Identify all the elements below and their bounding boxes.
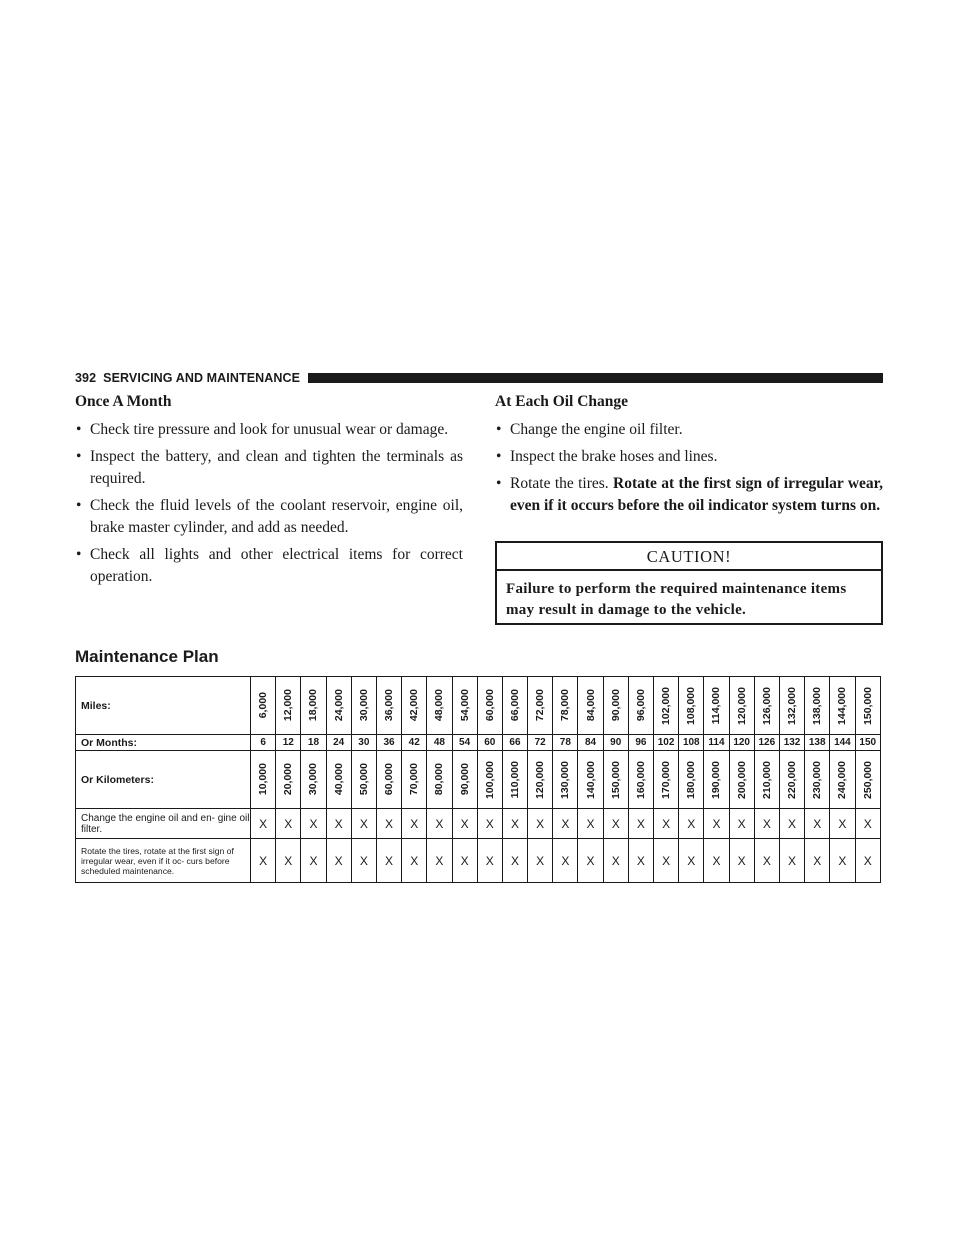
miles-cell [578, 677, 603, 735]
miles-cell-text: 96,000 [634, 689, 647, 722]
oil-change-list [495, 419, 883, 517]
miles-cell-text: 60,000 [483, 689, 496, 722]
months-cell: 114 [704, 735, 729, 751]
months-cell: 66 [502, 735, 527, 751]
list-item: • Inspect the battery, and clean and tighten the terminals as required. [75, 446, 463, 490]
miles-cell [376, 677, 401, 735]
months-cell: 102 [654, 735, 679, 751]
months-cell: 12 [276, 735, 301, 751]
page-number: 392 [75, 371, 97, 385]
months-cell: 36 [376, 735, 401, 751]
months-label: Or Months: [76, 735, 251, 751]
mark-cell: X [276, 839, 301, 883]
mark-cell: X [729, 839, 754, 883]
miles-cell [326, 677, 351, 735]
table-row-oil-change [76, 809, 881, 839]
mark-cell: X [276, 809, 301, 839]
mark-cell: X [251, 809, 276, 839]
months-cell: 126 [754, 735, 779, 751]
once-a-month-list [75, 419, 463, 588]
mark-cell: X [502, 809, 527, 839]
miles-cell [830, 677, 855, 735]
mark-cell: X [805, 809, 830, 839]
mark-cell: X [603, 809, 628, 839]
page-header [75, 370, 883, 386]
miles-cell [477, 677, 502, 735]
kilometers-cell [251, 751, 276, 809]
kilometers-cell-text: 130,000 [559, 760, 572, 799]
mark-cell: X [603, 839, 628, 883]
caution-title: CAUTION! [497, 543, 881, 571]
months-cell: 138 [805, 735, 830, 751]
caution-text: Failure to perform the required maintenance items may result in damage to the vehicle. [506, 581, 847, 618]
mark-cell: X [679, 839, 704, 883]
kilometers-cell [628, 751, 653, 809]
list-item: • Change the engine oil filter. [495, 419, 883, 441]
mark-cell: X [402, 809, 427, 839]
miles-cell [452, 677, 477, 735]
mark-cell: X [754, 839, 779, 883]
table-row-rotate-tires [76, 839, 881, 883]
miles-cell-text: 78,000 [559, 689, 572, 722]
mark-cell: X [251, 839, 276, 883]
table-row-kilometers [76, 751, 881, 809]
miles-cell-text: 36,000 [383, 689, 396, 722]
kilometers-cell [351, 751, 376, 809]
kilometers-cell [402, 751, 427, 809]
mark-cell: X [628, 809, 653, 839]
header-rule [308, 373, 883, 383]
miles-cell [855, 677, 881, 735]
months-cell: 60 [477, 735, 502, 751]
list-item-rotate-tires [495, 473, 883, 517]
mark-cell: X [326, 809, 351, 839]
kilometers-cell-text: 160,000 [634, 760, 647, 799]
kilometers-cell [704, 751, 729, 809]
mark-cell: X [855, 809, 881, 839]
kilometers-cell [276, 751, 301, 809]
mark-cell: X [528, 839, 553, 883]
months-cell: 42 [402, 735, 427, 751]
kilometers-cell [326, 751, 351, 809]
miles-cell-text: 66,000 [508, 689, 521, 722]
mark-cell: X [351, 809, 376, 839]
months-cell: 18 [301, 735, 326, 751]
miles-cell [805, 677, 830, 735]
months-cell: 48 [427, 735, 452, 751]
months-cell: 72 [528, 735, 553, 751]
mark-cell: X [528, 809, 553, 839]
mark-cell: X [679, 809, 704, 839]
months-cell: 6 [251, 735, 276, 751]
months-cell: 132 [779, 735, 804, 751]
mark-cell: X [830, 839, 855, 883]
kilometers-cell [477, 751, 502, 809]
section-title: SERVICING AND MAINTENANCE [103, 371, 301, 385]
kilometers-cell-text: 20,000 [282, 763, 295, 796]
miles-cell [402, 677, 427, 735]
miles-cell-text: 42,000 [408, 689, 421, 722]
miles-cell [679, 677, 704, 735]
kilometers-cell-text: 50,000 [357, 763, 370, 796]
kilometers-cell-text: 30,000 [307, 763, 320, 796]
months-cell: 150 [855, 735, 881, 751]
mark-cell: X [805, 839, 830, 883]
kilometers-cell [805, 751, 830, 809]
mark-cell: X [427, 809, 452, 839]
mark-cell: X [779, 809, 804, 839]
miles-cell-text: 48,000 [433, 689, 446, 722]
kilometers-cell-text: 250,000 [861, 760, 874, 799]
miles-cell [754, 677, 779, 735]
miles-cell [251, 677, 276, 735]
rotate-bold-note: Rotate at the first sign of irregular wear, even if it occurs before the oil indicator system turns on. [510, 475, 883, 514]
kilometers-cell-text: 150,000 [609, 760, 622, 799]
months-cell: 24 [326, 735, 351, 751]
mark-cell: X [704, 839, 729, 883]
mark-cell: X [376, 809, 401, 839]
miles-cell [779, 677, 804, 735]
kilometers-cell [427, 751, 452, 809]
mark-cell: X [729, 809, 754, 839]
miles-cell [628, 677, 653, 735]
kilometers-cell-text: 240,000 [836, 760, 849, 799]
mark-cell: X [402, 839, 427, 883]
kilometers-cell-text: 200,000 [735, 760, 748, 799]
mark-cell: X [326, 839, 351, 883]
mark-cell: X [578, 809, 603, 839]
miles-cell [553, 677, 578, 735]
kilometers-cell-text: 60,000 [383, 763, 396, 796]
kilometers-cell-text: 210,000 [760, 760, 773, 799]
mark-cell: X [704, 809, 729, 839]
mark-cell: X [628, 839, 653, 883]
mark-cell: X [502, 839, 527, 883]
miles-cell-text: 144,000 [836, 686, 849, 725]
kilometers-cell-text: 220,000 [786, 760, 799, 799]
kilometers-cell [603, 751, 628, 809]
kilometers-cell [679, 751, 704, 809]
miles-cell-text: 30,000 [357, 689, 370, 722]
kilometers-cell [830, 751, 855, 809]
kilometers-cell [301, 751, 326, 809]
months-cell: 120 [729, 735, 754, 751]
kilometers-cell-text: 10,000 [257, 763, 270, 796]
kilometers-cell-text: 100,000 [483, 760, 496, 799]
kilometers-cell [779, 751, 804, 809]
miles-cell-text: 120,000 [735, 686, 748, 725]
task-label: Rotate the tires, rotate at the first sign of irregular wear, even if it oc- curs before scheduled maintenance. [76, 839, 251, 883]
kilometers-cell-text: 110,000 [508, 760, 521, 799]
kilometers-cell-text: 120,000 [534, 760, 547, 799]
oil-change-section [495, 393, 883, 522]
maintenance-plan-title: Maintenance Plan [75, 647, 219, 666]
once-a-month-section [75, 393, 463, 593]
kilometers-cell-text: 40,000 [332, 763, 345, 796]
mark-cell: X [553, 839, 578, 883]
kilometers-label: Or Kilometers: [76, 751, 251, 809]
table-row-miles [76, 677, 881, 735]
miles-cell-text: 24,000 [332, 689, 345, 722]
months-cell: 30 [351, 735, 376, 751]
months-cell: 144 [830, 735, 855, 751]
miles-cell-text: 114,000 [710, 686, 723, 725]
mark-cell: X [654, 839, 679, 883]
kilometers-cell [855, 751, 881, 809]
mark-cell: X [477, 809, 502, 839]
mark-cell: X [830, 809, 855, 839]
months-cell: 54 [452, 735, 477, 751]
mark-cell: X [578, 839, 603, 883]
months-cell: 96 [628, 735, 653, 751]
miles-cell-text: 138,000 [811, 686, 824, 725]
miles-label: Miles: [76, 677, 251, 735]
mark-cell: X [779, 839, 804, 883]
kilometers-cell [376, 751, 401, 809]
list-item: • Check all lights and other electrical items for correct operation. [75, 544, 463, 588]
maintenance-plan-table [75, 676, 881, 883]
rotate-prefix: Rotate the tires. [510, 475, 609, 492]
mark-cell: X [301, 809, 326, 839]
kilometers-cell [502, 751, 527, 809]
miles-cell [729, 677, 754, 735]
kilometers-cell [578, 751, 603, 809]
miles-cell [528, 677, 553, 735]
kilometers-cell [754, 751, 779, 809]
miles-cell-text: 12,000 [282, 689, 295, 722]
miles-cell [301, 677, 326, 735]
miles-cell-text: 18,000 [307, 689, 320, 722]
miles-cell [654, 677, 679, 735]
mark-cell: X [452, 839, 477, 883]
miles-cell [603, 677, 628, 735]
miles-cell-text: 108,000 [685, 686, 698, 725]
miles-cell [276, 677, 301, 735]
mark-cell: X [477, 839, 502, 883]
mark-cell: X [427, 839, 452, 883]
caution-box [495, 541, 883, 625]
miles-cell-text: 150,000 [861, 686, 874, 725]
kilometers-cell [654, 751, 679, 809]
kilometers-cell [452, 751, 477, 809]
kilometers-cell [528, 751, 553, 809]
miles-cell [502, 677, 527, 735]
mark-cell: X [754, 809, 779, 839]
task-label: Change the engine oil and en- gine oil filter. [76, 809, 251, 839]
miles-cell-text: 72,000 [534, 689, 547, 722]
mark-cell: X [452, 809, 477, 839]
mark-cell: X [553, 809, 578, 839]
mark-cell: X [301, 839, 326, 883]
months-cell: 78 [553, 735, 578, 751]
months-cell: 108 [679, 735, 704, 751]
miles-cell [427, 677, 452, 735]
mark-cell: X [376, 839, 401, 883]
miles-cell-text: 84,000 [584, 689, 597, 722]
miles-cell [351, 677, 376, 735]
kilometers-cell-text: 70,000 [408, 763, 421, 796]
miles-cell-text: 90,000 [609, 689, 622, 722]
list-item: • Check the fluid levels of the coolant reservoir, engine oil, brake master cylinder, and add as needed. [75, 495, 463, 539]
kilometers-cell-text: 180,000 [685, 760, 698, 799]
kilometers-cell-text: 90,000 [458, 763, 471, 796]
mark-cell: X [855, 839, 881, 883]
miles-cell [704, 677, 729, 735]
kilometers-cell-text: 230,000 [811, 760, 824, 799]
list-item: • Inspect the brake hoses and lines. [495, 446, 883, 468]
kilometers-cell-text: 190,000 [710, 760, 723, 799]
miles-cell-text: 54,000 [458, 689, 471, 722]
months-cell: 84 [578, 735, 603, 751]
list-item: • Check tire pressure and look for unusual wear or damage. [75, 419, 463, 441]
months-cell: 90 [603, 735, 628, 751]
miles-cell-text: 6,000 [257, 692, 270, 719]
mark-cell: X [351, 839, 376, 883]
oil-change-heading: At Each Oil Change [495, 393, 629, 410]
once-a-month-heading: Once A Month [75, 393, 172, 410]
table-row-months [76, 735, 881, 751]
kilometers-cell [553, 751, 578, 809]
kilometers-cell [729, 751, 754, 809]
kilometers-cell-text: 170,000 [660, 760, 673, 799]
miles-cell-text: 102,000 [660, 686, 673, 725]
kilometers-cell-text: 80,000 [433, 763, 446, 796]
miles-cell-text: 132,000 [786, 686, 799, 725]
mark-cell: X [654, 809, 679, 839]
miles-cell-text: 126,000 [760, 686, 773, 725]
kilometers-cell-text: 140,000 [584, 760, 597, 799]
